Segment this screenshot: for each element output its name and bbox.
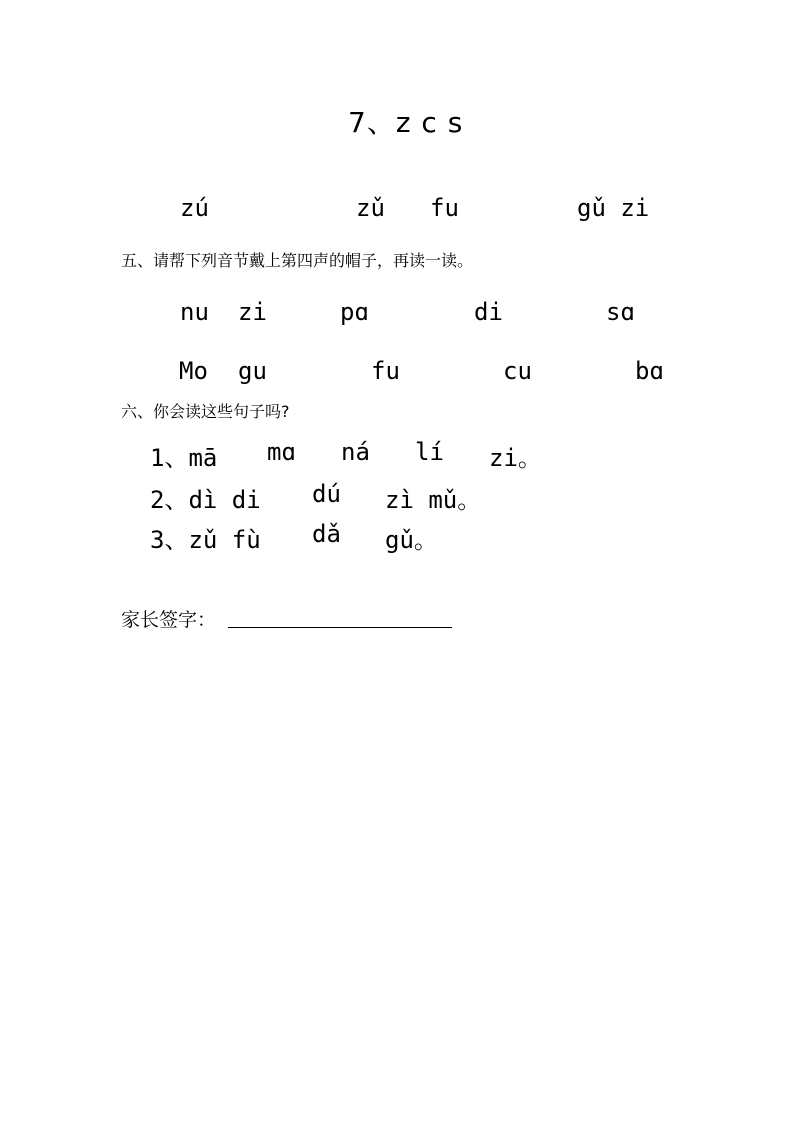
pinyin-word: zú	[180, 194, 209, 222]
pinyin-syllable: zi	[238, 298, 267, 326]
pinyin-syllable: gu	[238, 357, 267, 385]
pinyin-syllable: fu	[371, 357, 400, 385]
sentence-1-word: lí	[415, 438, 444, 466]
sentence-2-word: 2、dì di	[150, 486, 261, 514]
page-title: 7、z c s	[348, 106, 464, 139]
parent-signature-label: 家长签字：	[121, 609, 217, 631]
pinyin-syllable: di	[474, 298, 503, 326]
pinyin-syllable: Mo	[179, 357, 208, 385]
pinyin-word: fu	[430, 194, 459, 222]
sentence-3-word: dǎ	[312, 520, 341, 548]
pinyin-syllable: cu	[503, 357, 532, 385]
pinyin-syllable: bɑ	[635, 357, 664, 385]
parent-signature-line[interactable]	[228, 627, 452, 628]
pinyin-syllable: sɑ	[606, 298, 635, 326]
sentence-2-word: dú	[312, 480, 341, 508]
sentence-3-word: 3、zǔ fù	[150, 526, 261, 554]
pinyin-word: gǔ zi	[577, 194, 650, 222]
sentence-1-word: zi。	[489, 444, 542, 472]
pinyin-syllable: pɑ	[340, 298, 369, 326]
section-heading-6: 六、你会读这些句子吗?	[121, 402, 290, 421]
sentence-1-word: mɑ	[267, 438, 296, 466]
pinyin-word: zǔ	[356, 194, 385, 222]
pinyin-syllable: nu	[180, 298, 209, 326]
sentence-2-word: zì mǔ。	[385, 486, 482, 514]
sentence-1-word: 1、mā	[150, 444, 218, 472]
sentence-3-word: gǔ。	[385, 526, 438, 554]
sentence-1-word: ná	[341, 438, 370, 466]
section-heading-5: 五、请帮下列音节戴上第四声的帽子，再读一读。	[121, 251, 474, 270]
